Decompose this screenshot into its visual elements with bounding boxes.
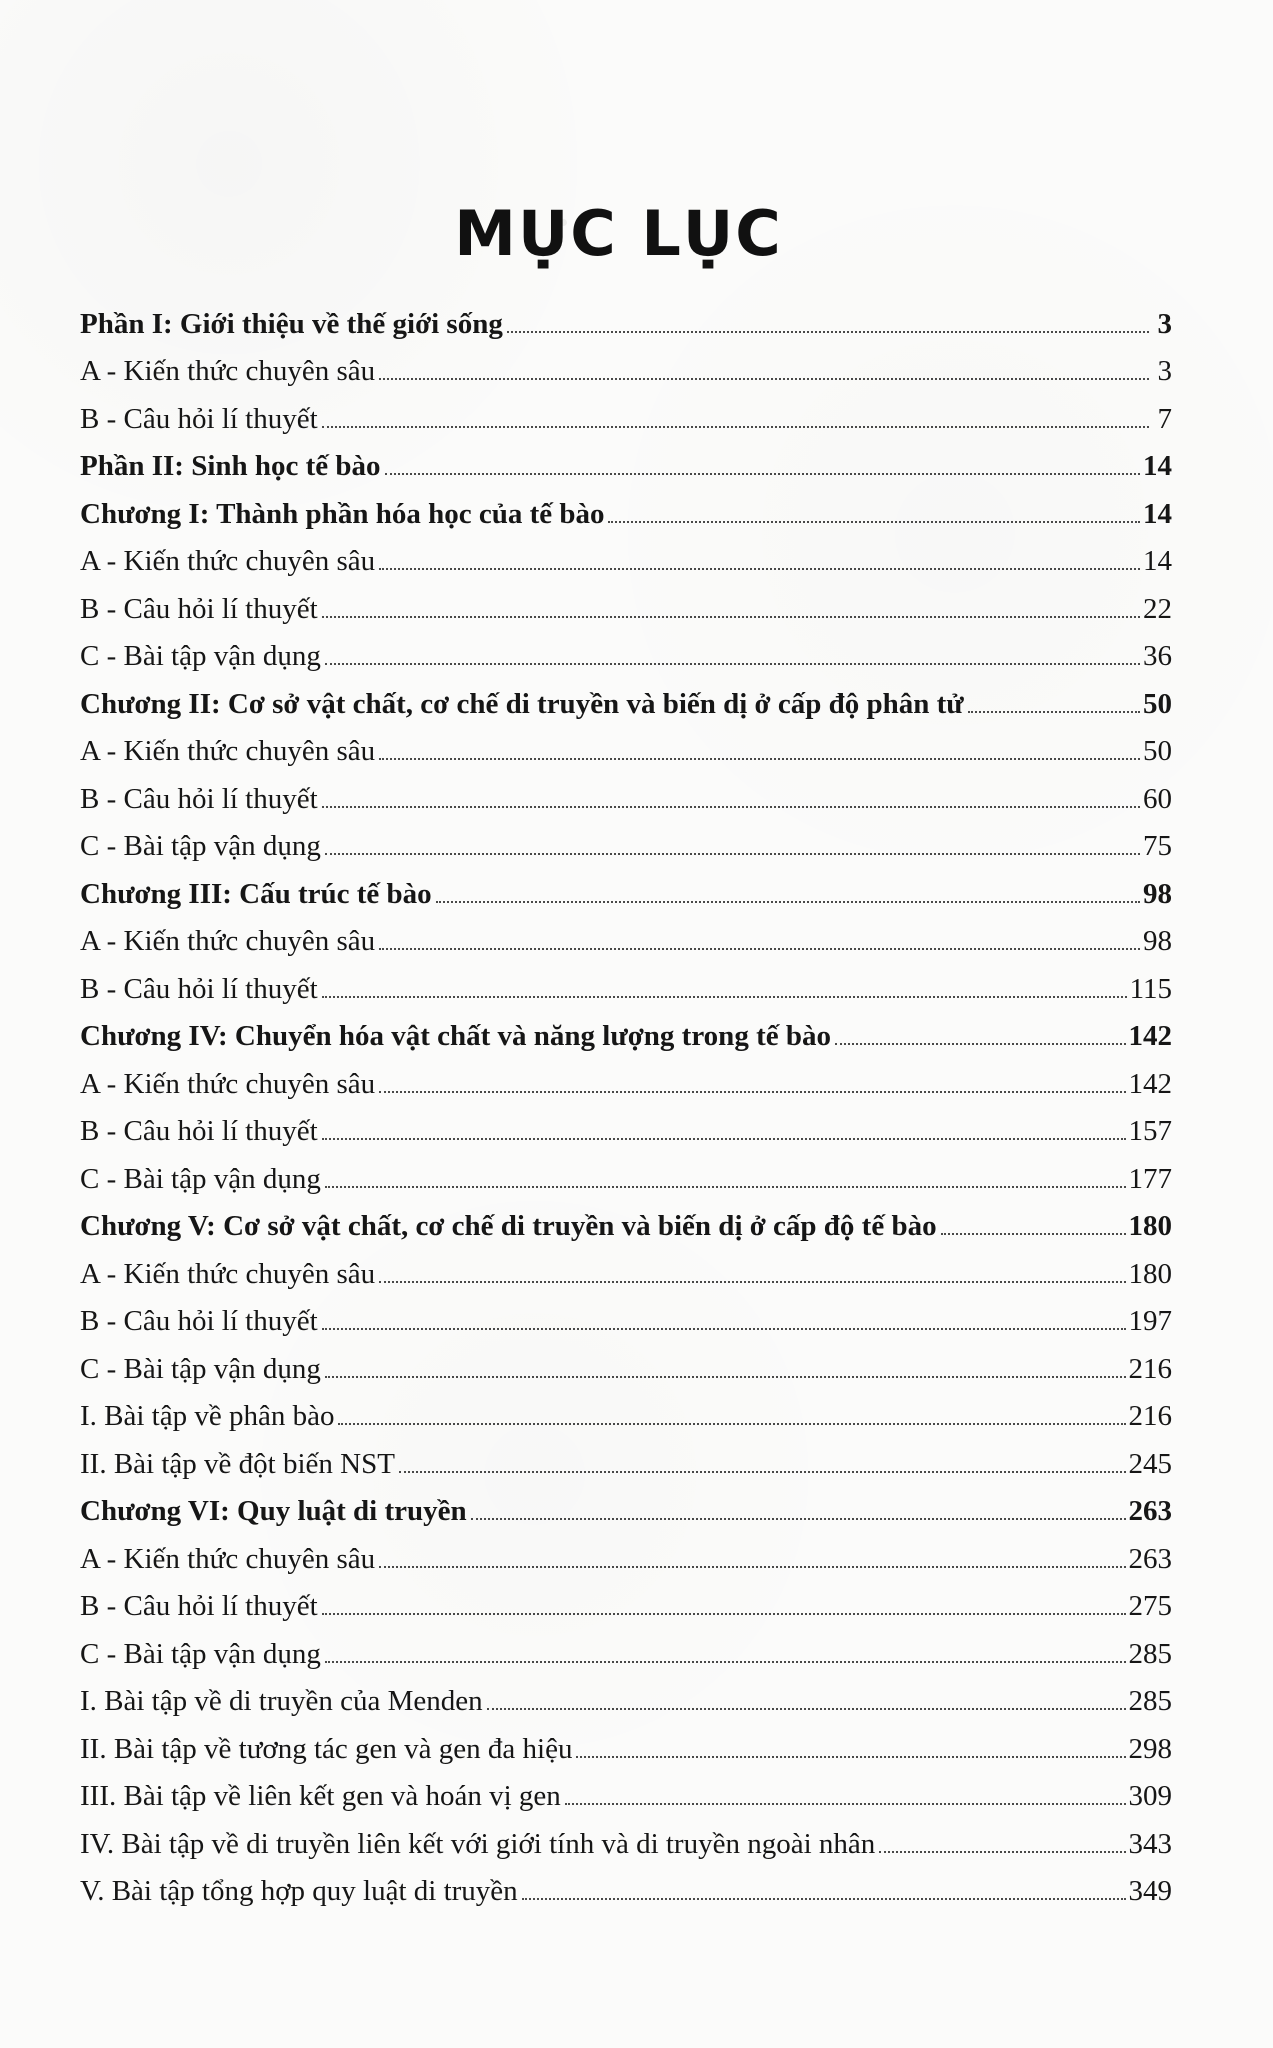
dot-leader	[338, 1423, 1125, 1425]
toc-entry-label: Chương IV: Chuyển hóa vật chất và năng lượng trong tế bào	[80, 1020, 831, 1052]
toc-entry-label: V. Bài tập tổng hợp quy luật di truyền	[80, 1875, 518, 1907]
toc-entry-label: III. Bài tập về liên kết gen và hoán vị gen	[80, 1780, 561, 1812]
dot-leader	[322, 616, 1140, 618]
toc-page-number: 285	[1128, 1685, 1172, 1717]
toc-page-number: 245	[1128, 1447, 1172, 1480]
dot-leader	[379, 1566, 1125, 1568]
toc-entry-label: A - Kiến thức chuyên sâu	[80, 1067, 376, 1100]
dot-leader	[322, 426, 1149, 428]
dot-leader	[879, 1851, 1125, 1853]
toc-entry[interactable]	[80, 529, 1172, 577]
toc-entry-label: Phần I: Giới thiệu về thế giới sống	[80, 307, 503, 340]
toc-entry-label: B - Câu hỏi lí thuyết	[80, 972, 318, 1005]
toc-entry-label: I. Bài tập về phân bào	[80, 1400, 335, 1432]
toc-entry[interactable]	[80, 814, 1172, 862]
dot-leader	[325, 663, 1140, 665]
dot-leader	[379, 758, 1140, 760]
dot-leader	[379, 1091, 1125, 1093]
toc-page-number: 3	[1157, 355, 1172, 387]
dot-leader	[322, 1138, 1126, 1140]
toc-entry-label: Chương VI: Quy luật di truyền	[80, 1495, 467, 1527]
dot-leader	[379, 568, 1140, 570]
toc-entry[interactable]	[80, 1764, 1172, 1812]
toc-entry-label: II. Bài tập về tương tác gen và gen đa hiệu	[80, 1732, 573, 1765]
toc-entry[interactable]	[80, 909, 1172, 957]
dot-leader	[399, 1471, 1126, 1473]
toc-entry-label: C - Bài tập vận dụng	[80, 1352, 321, 1385]
dot-leader	[522, 1898, 1126, 1900]
toc-page-number: 263	[1128, 1542, 1172, 1575]
toc-page-number: 197	[1128, 1305, 1172, 1337]
toc-entry[interactable]	[80, 1384, 1172, 1432]
toc-entry-label: C - Bài tập vận dụng	[80, 1637, 321, 1670]
toc-entry[interactable]	[80, 1859, 1172, 1907]
toc-entry[interactable]	[80, 1479, 1172, 1527]
toc-entry[interactable]	[80, 766, 1172, 814]
toc-entry[interactable]	[80, 1099, 1172, 1147]
dot-leader	[325, 853, 1140, 855]
toc-page-number: 75	[1143, 830, 1172, 862]
dot-leader	[322, 806, 1140, 808]
dot-leader	[507, 331, 1149, 333]
toc-page-number: 60	[1143, 782, 1172, 815]
toc-page-number: 177	[1128, 1162, 1172, 1195]
toc-entry[interactable]	[80, 1194, 1172, 1242]
toc-page-number: 115	[1129, 972, 1172, 1005]
toc-entry-label: Chương I: Thành phần hóa học của tế bào	[80, 497, 605, 530]
toc-entry-label: Chương V: Cơ sở vật chất, cơ chế di truyền và biến dị ở cấp độ tế bào	[80, 1210, 937, 1242]
toc-entry-label: Chương II: Cơ sở vật chất, cơ chế di truyền và biến dị ở cấp độ phân tử	[80, 687, 964, 720]
dot-leader	[941, 1233, 1126, 1235]
toc-entry[interactable]	[80, 339, 1172, 387]
toc-entry-label: Phần II: Sinh học tế bào	[80, 450, 381, 482]
toc-entry-label: B - Câu hỏi lí thuyết	[80, 1590, 318, 1622]
toc-page-number: 349	[1128, 1875, 1172, 1907]
toc-entry-label: I. Bài tập về di truyền của Menden	[80, 1685, 483, 1717]
toc-entry[interactable]	[80, 1574, 1172, 1622]
toc-entry-label: A - Kiến thức chuyên sâu	[80, 735, 376, 767]
toc-entry[interactable]	[80, 1289, 1172, 1337]
toc-page-number: 7	[1157, 402, 1172, 435]
toc-entry-label: B - Câu hỏi lí thuyết	[80, 782, 318, 815]
toc-page-number: 309	[1128, 1780, 1172, 1812]
toc-entry[interactable]	[80, 386, 1172, 434]
dot-leader	[379, 1281, 1125, 1283]
toc-entry[interactable]	[80, 671, 1172, 719]
toc-entry-label: C - Bài tập vận dụng	[80, 640, 321, 672]
dot-leader	[385, 473, 1140, 475]
page-title: MỤC LỤC	[454, 196, 783, 270]
toc-page-number: 142	[1128, 1020, 1172, 1052]
dot-leader	[576, 1756, 1125, 1758]
toc-entry-label: B - Câu hỏi lí thuyết	[80, 1115, 318, 1147]
toc-entry[interactable]	[80, 719, 1172, 767]
dot-leader	[325, 1376, 1126, 1378]
toc-entry[interactable]	[80, 956, 1172, 1004]
toc-entry-label: B - Câu hỏi lí thuyết	[80, 592, 318, 625]
toc-page-number: 22	[1143, 592, 1172, 625]
toc-entry-label: A - Kiến thức chuyên sâu	[80, 1257, 376, 1290]
toc-entry[interactable]	[80, 1241, 1172, 1289]
toc-entry[interactable]	[80, 1716, 1172, 1764]
toc-entry-label: A - Kiến thức chuyên sâu	[80, 1542, 376, 1575]
dot-leader	[325, 1661, 1126, 1663]
toc-entry-label: B - Câu hỏi lí thuyết	[80, 402, 318, 435]
dot-leader	[835, 1043, 1126, 1045]
dot-leader	[487, 1708, 1126, 1710]
toc-entry[interactable]	[80, 1526, 1172, 1574]
toc-entry-label: C - Bài tập vận dụng	[80, 830, 321, 862]
toc-page-number: 50	[1143, 735, 1172, 767]
toc-entry[interactable]	[80, 1431, 1172, 1479]
toc-entry[interactable]	[80, 1811, 1172, 1859]
toc-page-number: 142	[1128, 1067, 1172, 1100]
toc-entry-label: IV. Bài tập về di truyền liên kết với giới tính và di truyền ngoài nhân	[80, 1827, 876, 1860]
dot-leader	[436, 901, 1140, 903]
toc-page-number: 263	[1128, 1495, 1172, 1527]
toc-page-number: 36	[1143, 640, 1172, 672]
toc-entry-label: B - Câu hỏi lí thuyết	[80, 1305, 318, 1337]
toc-page-number: 3	[1157, 307, 1172, 340]
toc-entry[interactable]	[80, 1146, 1172, 1194]
toc-page-number: 157	[1128, 1115, 1172, 1147]
toc-entry-label: A - Kiến thức chuyên sâu	[80, 925, 376, 957]
dot-leader	[379, 378, 1149, 380]
toc-entry-label: A - Kiến thức chuyên sâu	[80, 355, 376, 387]
toc-entry-label: A - Kiến thức chuyên sâu	[80, 545, 376, 577]
dot-leader	[379, 948, 1140, 950]
table-of-contents	[80, 291, 1172, 1906]
toc-entry[interactable]	[80, 1669, 1172, 1717]
toc-page-number: 216	[1128, 1400, 1172, 1432]
toc-entry-label: C - Bài tập vận dụng	[80, 1162, 321, 1195]
toc-entry[interactable]	[80, 1004, 1172, 1052]
toc-page-number: 180	[1128, 1257, 1172, 1290]
toc-page-number: 216	[1128, 1352, 1172, 1385]
toc-page-number: 50	[1143, 687, 1172, 720]
toc-entry[interactable]	[80, 624, 1172, 672]
toc-page-number: 285	[1128, 1637, 1172, 1670]
toc-entry[interactable]	[80, 481, 1172, 529]
toc-page-number: 343	[1128, 1827, 1172, 1860]
toc-page-number: 14	[1143, 545, 1172, 577]
toc-entry[interactable]	[80, 1336, 1172, 1384]
toc-entry[interactable]	[80, 1051, 1172, 1099]
dot-leader	[322, 1613, 1126, 1615]
toc-entry[interactable]	[80, 861, 1172, 909]
dot-leader	[322, 1328, 1126, 1330]
toc-page-number: 180	[1128, 1210, 1172, 1242]
dot-leader	[322, 996, 1127, 998]
toc-page-number: 98	[1143, 877, 1172, 910]
toc-page-number: 14	[1143, 450, 1172, 482]
toc-entry[interactable]	[80, 1621, 1172, 1669]
toc-entry[interactable]	[80, 291, 1172, 339]
toc-entry-label: II. Bài tập về đột biến NST	[80, 1447, 395, 1480]
dot-leader	[608, 521, 1140, 523]
toc-entry[interactable]	[80, 576, 1172, 624]
toc-entry[interactable]	[80, 434, 1172, 482]
toc-page-number: 298	[1128, 1732, 1172, 1765]
dot-leader	[968, 711, 1140, 713]
dot-leader	[565, 1803, 1126, 1805]
toc-entry-label: Chương III: Cấu trúc tế bào	[80, 877, 432, 910]
dot-leader	[325, 1186, 1126, 1188]
dot-leader	[471, 1518, 1126, 1520]
toc-page-number: 98	[1143, 925, 1172, 957]
toc-page-number: 14	[1143, 497, 1172, 530]
toc-page-number: 275	[1128, 1590, 1172, 1622]
